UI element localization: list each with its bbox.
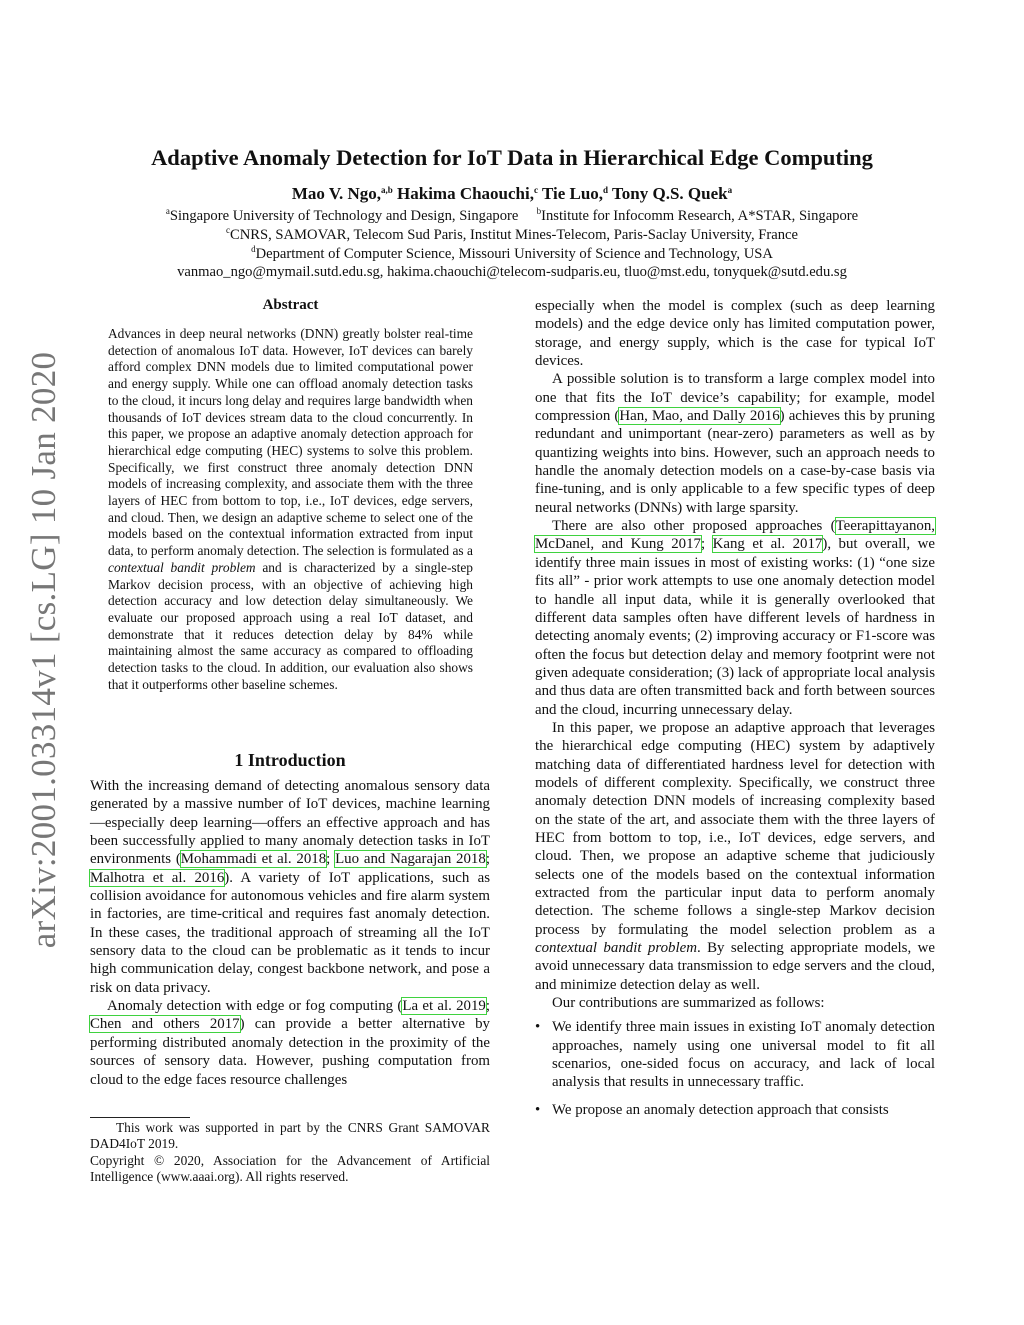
paragraph: especially when the model is complex (such as deep learning models) and the edge device only has limited computation power, storage, and energy supply, which is the case for typical IoT devices. [535, 298, 935, 370]
arxiv-identifier: arXiv:2001.03314v1 [cs.LG] 10 Jan 2020 [24, 351, 63, 949]
funding-note: This work was supported in part by the CNRS Grant SAMOVAR DAD4IoT 2019. [90, 1120, 490, 1152]
affiliation-mark: a [165, 206, 170, 216]
footnote-rule [90, 1117, 190, 1118]
affiliation-mark: d [251, 243, 256, 254]
paragraph: Anomaly detection with edge or fog computing (La et al. 2019; Chen and others 2017) can provide a better alternative by performing distributed anomaly detection in the proximity of the sources of sensory data. However, pushing computation from cloud to the edge faces resource challenges [90, 998, 491, 1088]
author-name: Mao V. Ngo, [291, 184, 381, 203]
author-emails: vanmao_ngo@mymail.sutd.edu.sg, hakima.chaouchi@telecom-sudparis.eu, tluo@mst.edu, tonyquek@sutd.edu.sg [177, 264, 847, 280]
citation-link[interactable]: Teerapittayanon, McDanel, and Kung 2017 [535, 518, 935, 553]
citation-link[interactable]: Malhotra et al. 2016 [90, 869, 225, 886]
contribution-list [535, 1018, 935, 1119]
affiliation-mark: c [225, 224, 230, 235]
citation-link[interactable]: Luo and Nagarajan 2018 [335, 851, 486, 868]
author-affiliation-mark: d [603, 185, 609, 195]
paragraph: With the increasing demand of detecting anomalous sensory data generated by a massive number of IoT devices, machine learning—especially deep learning—offers an effective approach and has been successfully applied to many anomaly detection tasks in IoT environments (Mohammadi et al. 2018; Luo and Nagarajan 2018; Malhotra et al. 2016). A variety of IoT applications, such as collision avoidance for autonomous vehicles and fire alarm system in factories, are time-critical and requires fast anomaly detection. In these cases, the traditional approach of streaming all the IoT sensory data to the cloud can be problematic as it tends to incur high communication delay, congest backbone network, and pose a risk on data privacy. [90, 778, 490, 996]
citation-link[interactable]: Kang et al. 2017 [712, 536, 823, 553]
affiliation-text: Singapore University of Technology and Design, Singapore [169, 208, 519, 224]
affiliation-text: CNRS, SAMOVAR, Telecom Sud Paris, Institut Mines-Telecom, Paris-Saclay University, France [229, 226, 798, 243]
citation-link[interactable]: Han, Mao, and Dally 2016 [619, 408, 780, 425]
contribution-item: • We identify three main issues in existing IoT anomaly detection approaches, namely using one universal model to fit all scenarios, one-sided focus on accuracy, and lack of local analysis that results in unnecessary traffic. [535, 1018, 935, 1091]
left-column-body [90, 777, 490, 1089]
author-affiliation-mark: a,b [381, 185, 393, 195]
affiliation-line [0, 245, 1024, 264]
author-list [0, 184, 1024, 204]
emphasis: contextual bandit problem [535, 940, 697, 957]
footnote [90, 1120, 490, 1185]
citation-link[interactable]: La et al. 2019 [402, 998, 486, 1015]
affiliation-line [0, 207, 1024, 226]
paragraph: A possible solution is to transform a large complex model into one that fits the IoT device’s capability; for example, model compression (Han, Mao, and Dally 2016) achieves this by pruning redundant and unimportant (near-zero) parameters as well as by quantizing weights into bins. However, such an approach needs to handle the anomaly detection models on a case-by-case basis via fine-tuning, and is only applicable to a few specific types of deep neural networks (DNNs) with large sparsity. [535, 371, 935, 516]
author-name: Tie Luo, [541, 184, 604, 203]
affiliation-mark: b [536, 206, 542, 216]
affiliation-line [0, 226, 1024, 245]
copyright-note: Copyright © 2020, Association for the Advancement of Artificial Intelligence (www.aaai.org). All rights reserved. [90, 1152, 490, 1184]
affiliation-text: Department of Computer Science, Missouri University of Science and Technology, USA [255, 245, 773, 262]
affiliation-text: Institute for Infocomm Research, A*STAR, Singapore [541, 208, 859, 224]
paper-title: Adaptive Anomaly Detection for IoT Data in Hierarchical Edge Computing [151, 145, 873, 170]
right-column-body [535, 297, 935, 1128]
paragraph: There are also other proposed approaches (Teerapittayanon, McDanel, and Kung 2017; Kang et al. 2017), but overall, we identify three main issues in most of existing works: (1) “one size fits all” - prior work attempts to use one anomaly detection model to handle all input data, while it is generally overlooked that different data samples often have different levels of hardness in detecting anomaly events; (2) improving accuracy or F1-score was often the focus but detection delay and memory footprint were not given adequate consideration; (3) lack of appropriate local analysis and thus data are often transmitted back and forth between sources and the cloud, incurring unnecessary delay. [535, 518, 935, 718]
citation-link[interactable]: Chen and others 2017 [90, 1016, 240, 1033]
abstract-heading: Abstract [262, 297, 319, 313]
paragraph: Advances in deep neural networks (DNN) greatly bolster real-time detection of anomalous IoT data. However, IoT devices can barely afford complex DNN models due to limited computational power and energy supply. While one can offload anomaly detection tasks to the cloud, it incurs long delay and requires large bandwidth when thousands of IoT devices stream data to the cloud concurrently. In this paper, we propose an adaptive anomaly detection approach for hierarchical edge computing (HEC) systems to solve this problem. Specifically, we first construct three anomaly detection DNN models of increasing complexity, and associate them with the three layers of HEC from bottom to top, i.e., IoT devices, edge servers, and cloud. Then, we design an adaptive scheme to select one of the models based on the contextual information extracted from input data, to perform anomaly detection. The selection is formulated as a contextual bandit problem and is characterized by a single-step Markov decision process, with an objective of achieving high detection accuracy and low detection delay simultaneously. We evaluate our proposed approach using a real IoT dataset, and demonstrate that it reduces detection delay by 84% while maintaining almost the same accuracy as compared to offloading detection tasks to the cloud. In addition, our evaluation also shows that it outperforms other baseline schemes. [108, 326, 473, 692]
author-affiliation-mark: c [534, 185, 538, 195]
contribution-item: • We propose an anomaly detection approach that consists [535, 1101, 935, 1119]
paragraph: In this paper, we propose an adaptive approach that leverages the hierarchical edge computing (HEC) system by adaptively matching data of differentiated hardness level for detection with models of different complexity. Specifically, we construct three anomaly detection DNN models of increasing complexity based on the state of the art, and associate them with the three layers of HEC from bottom to top, i.e., IoT devices, edge servers, and cloud. Then, we propose an adaptive scheme that judiciously selects one of the models based on the contextual information extracted from the particular input data to perform anomaly detection. The scheme follows a single-step Markov decision process by formulating the model selection problem as a contextual bandit problem. By selecting appropriate models, we avoid unnecessary data transmission to edge servers and the cloud, and minimize detection delay as well. [535, 719, 935, 993]
emphasis: contextual bandit problem [108, 559, 256, 575]
author-name: Hakima Chaouchi, [397, 184, 534, 203]
author-affiliation-mark: a [727, 185, 733, 195]
paragraph: Our contributions are summarized as follows: [552, 995, 825, 1012]
author-name: Tony Q.S. Quek [612, 184, 728, 203]
citation-link[interactable]: Mohammadi et al. 2018 [180, 851, 327, 868]
section-heading-introduction: 1 Introduction [234, 750, 346, 770]
abstract-body [108, 326, 473, 693]
